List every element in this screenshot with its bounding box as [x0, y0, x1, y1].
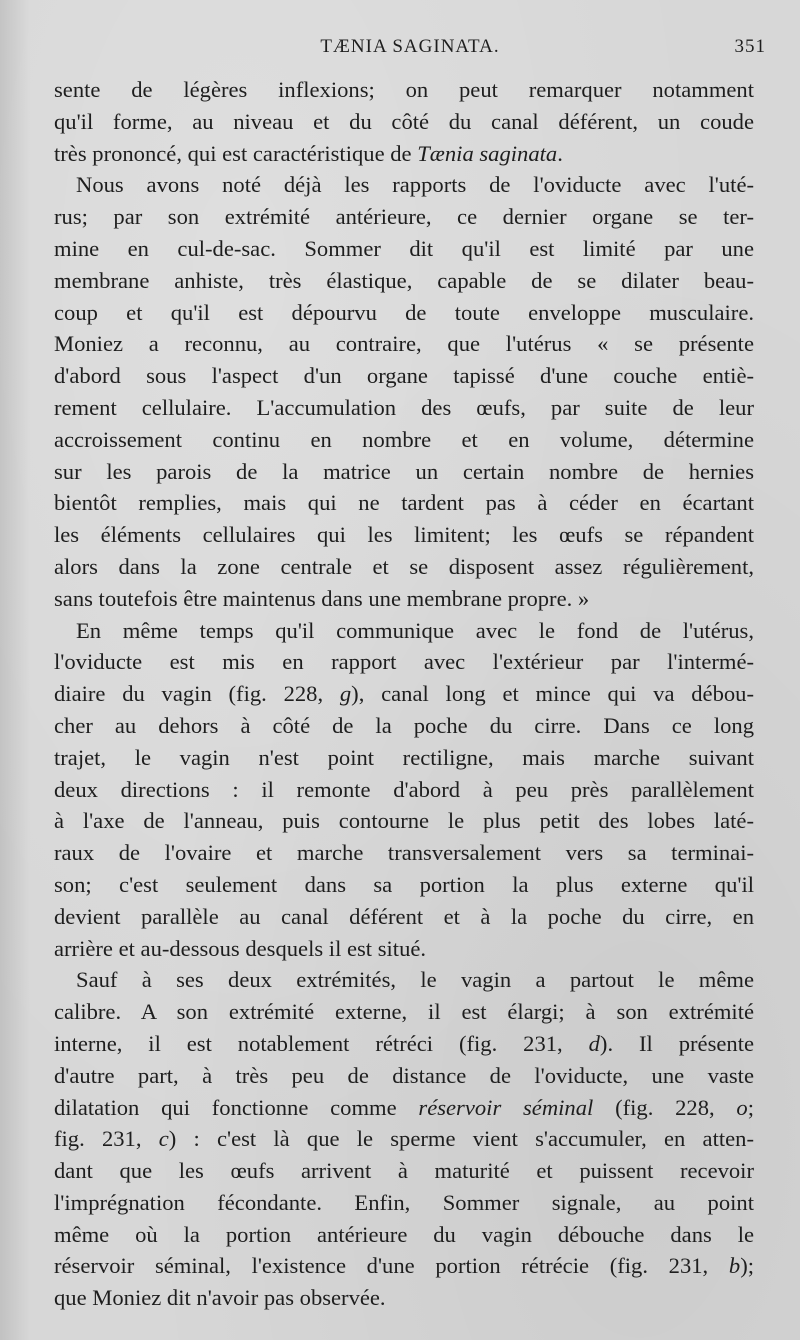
text-line — [54, 1250, 754, 1282]
running-header — [54, 36, 766, 66]
text-line: rus; par son extrémité antérieure, ce dernier organe se ter- — [54, 204, 754, 230]
paragraph-4 — [54, 964, 754, 1314]
text-line: raux de l'ovaire et marche transversalement vers sa terminai- — [54, 840, 754, 866]
text-line: l'imprégnation fécondante. Enfin, Sommer signale, au point — [54, 1189, 754, 1215]
text-line: sur les parois de la matrice un certain nombre de hernies — [54, 458, 754, 484]
figure-letter-italic: b — [728, 1253, 741, 1279]
text-span: . — [557, 140, 563, 166]
text-line: cher au dehors à côté de la poche du cirre. Dans ce long — [54, 712, 754, 738]
text-line — [54, 1028, 754, 1060]
text-span: interne, il est notablement rétréci (fig. 231, — [54, 1030, 589, 1056]
paragraph-2 — [54, 169, 754, 614]
text-line: trajet, le vagin n'est point rectiligne, mais marche suivant — [54, 744, 754, 770]
text-line: calibre. A son extrémité externe, il est élargi; à son extrémité — [54, 999, 754, 1025]
text-line: d'abord sous l'aspect d'un organe tapissé d'une couche entiè- — [54, 363, 754, 389]
text-line: En même temps qu'il communique avec le fond de l'utérus, — [76, 617, 754, 643]
text-line: alors dans la zone centrale et se disposent assez régulièrement, — [54, 553, 754, 579]
running-title: TÆNIA SAGINATA. — [320, 36, 500, 57]
text-line: son; c'est seulement dans sa portion la plus externe qu'il — [54, 871, 754, 897]
text-span: ) : c'est là que le sperme vient s'accumuler, en atten- — [168, 1126, 754, 1152]
text-line: qu'il forme, au niveau et du côté du canal déférent, un coude — [54, 108, 754, 134]
text-line: accroissement continu en nombre et en volume, détermine — [54, 426, 754, 452]
text-line: à l'axe de l'anneau, puis contourne le plus petit des lobes laté- — [54, 808, 754, 834]
text-line: Nous avons noté déjà les rapports de l'oviducte avec l'uté- — [76, 172, 754, 198]
text-span: ), canal long et mince qui va débou- — [351, 681, 754, 707]
term-italic: réservoir séminal — [418, 1094, 594, 1120]
text-line — [54, 1123, 754, 1155]
page-edge-shadow — [0, 0, 30, 1340]
text-line — [54, 138, 754, 170]
text-line — [54, 1092, 754, 1124]
text-line: coup et qu'il est dépourvu de toute enveloppe musculaire. — [54, 299, 754, 325]
page-number: 351 — [734, 36, 766, 57]
text-line: membrane anhiste, très élastique, capable de se dilater beau- — [54, 267, 754, 293]
text-span: diaire du vagin (fig. 228, — [54, 681, 340, 707]
text-line: Sauf à ses deux extrémités, le vagin a partout le même — [76, 967, 754, 993]
body-text — [54, 74, 754, 1314]
text-span: réservoir séminal, l'existence d'une portion rétrécie (fig. 231, — [54, 1253, 729, 1279]
text-span: dilatation qui fonctionne comme — [54, 1094, 419, 1120]
text-line: sans toutefois être maintenus dans une membrane propre. » — [54, 585, 590, 611]
text-line: dant que les œufs arrivent à maturité et puissent recevoir — [54, 1158, 754, 1184]
text-line: mine en cul-de-sac. Sommer dit qu'il est limité par une — [54, 235, 754, 261]
text-line: l'oviducte est mis en rapport avec l'extérieur par l'intermé- — [54, 649, 754, 675]
text-line: rement cellulaire. L'accumulation des œufs, par suite de leur — [54, 394, 754, 420]
figure-letter-italic: o — [736, 1094, 748, 1120]
text-span: (fig. 228, — [593, 1094, 737, 1120]
text-line: les éléments cellulaires qui les limitent; les œufs se répandent — [54, 522, 754, 548]
figure-letter-italic: d — [588, 1030, 600, 1056]
text-line: Moniez a reconnu, au contraire, que l'utérus « se présente — [54, 331, 754, 357]
text-line: devient parallèle au canal déférent et à la poche du cirre, en — [54, 903, 754, 929]
text-line — [54, 678, 754, 710]
text-line: deux directions : il remonte d'abord à peu près parallèlement — [54, 776, 754, 802]
text-span: ). Il présente — [599, 1030, 754, 1056]
paragraph-3 — [54, 615, 754, 965]
text-span: fig. 231, — [54, 1126, 159, 1152]
text-span: très prononcé, qui est caractéristique de — [54, 140, 418, 166]
text-span: ; — [747, 1094, 754, 1120]
text-line: même où la portion antérieure du vagin débouche dans le — [54, 1221, 754, 1247]
figure-letter-italic: g — [339, 681, 352, 707]
text-line: que Moniez dit n'avoir pas observée. — [54, 1285, 386, 1311]
text-line: arrière et au-dessous desquels il est situé. — [54, 935, 427, 961]
paragraph-1 — [54, 74, 754, 169]
species-name-italic: Tænia saginata — [417, 140, 558, 166]
text-line: sente de légères inflexions; on peut remarquer notamment — [54, 77, 754, 102]
figure-letter-italic: c — [158, 1126, 169, 1152]
text-line: bientôt remplies, mais qui ne tardent pas à céder en écartant — [54, 490, 754, 516]
text-line: d'autre part, à très peu de distance de l'oviducte, une vaste — [54, 1062, 754, 1088]
text-span: ); — [740, 1253, 754, 1279]
